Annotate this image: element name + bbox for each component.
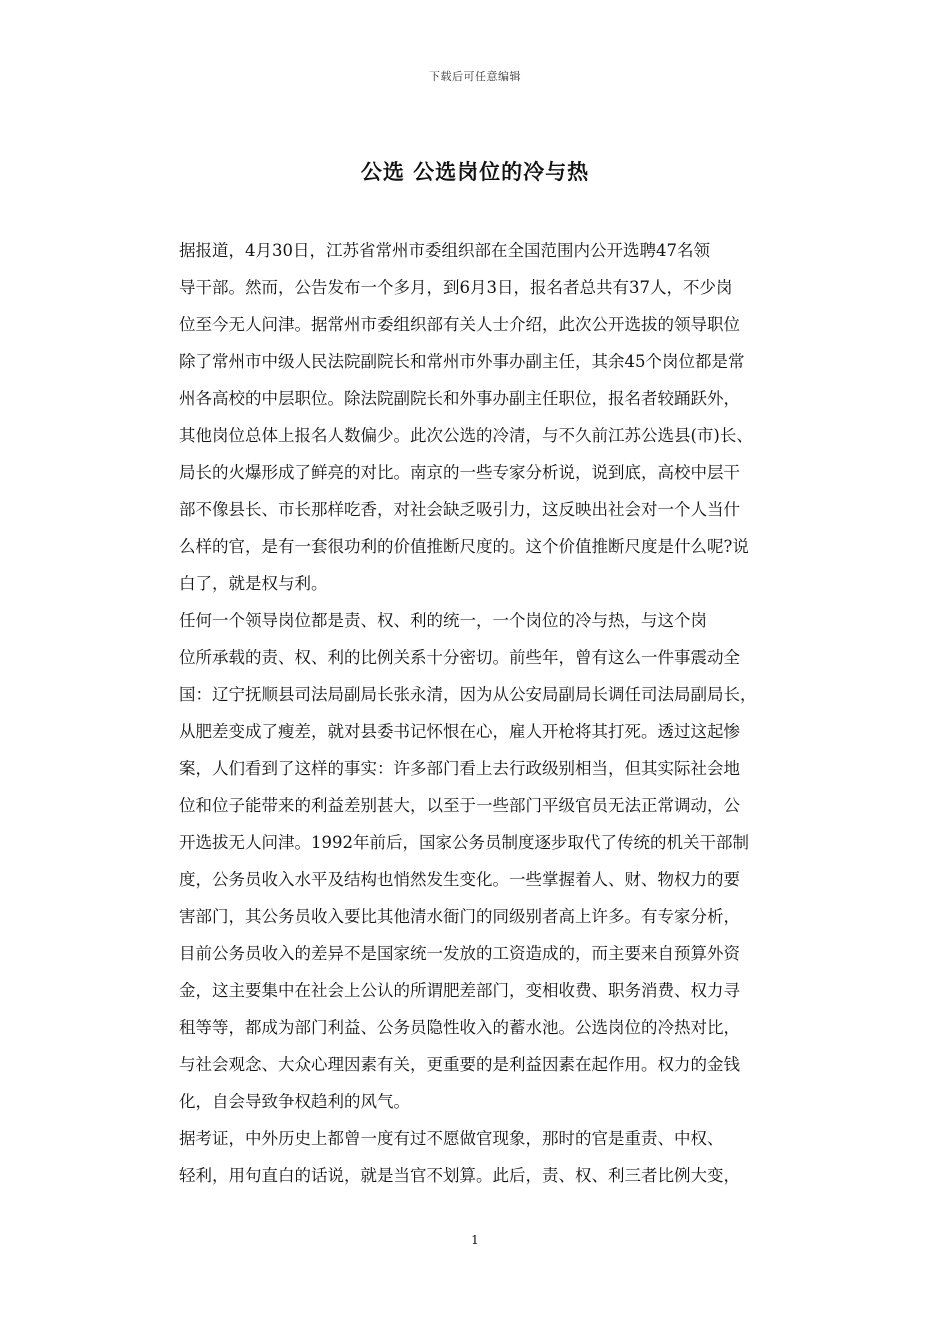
text-line: 白了，就是权与利。 — [179, 574, 328, 593]
text-line: 度，公务员收入水平及结构也悄然发生变化。一些掌握着人、财、物权力的要 — [179, 870, 740, 889]
text-line: 轻利，用句直白的话说，就是当官不划算。此后，责、权、利三者比例大变， — [179, 1166, 740, 1185]
text-line: 与社会观念、大众心理因素有关，更重要的是利益因素在起作用。权力的金钱 — [179, 1055, 740, 1074]
text-line: 位和位子能带来的利益差别甚大，以至于一些部门平级官员无法正常调动，公 — [179, 796, 740, 815]
document-title: 公选 公选岗位的冷与热 — [360, 159, 590, 184]
text-line: 州各高校的中层职位。除法院副院长和外事办副主任职位，报名者较踊跃外， — [179, 389, 740, 408]
text-line: 导干部。然而，公告发布一个多月，到6月3日，报名者总共有37人，不少岗 — [179, 278, 733, 297]
text-line: 目前公务员收入的差异不是国家统一发放的工资造成的，而主要来自预算外资 — [179, 944, 740, 963]
text-line: 化，自会导致争权趋利的风气。 — [179, 1092, 410, 1111]
text-line: 位所承载的责、权、利的比例关系十分密切。前些年，曾有这么一件事震动全 — [179, 648, 740, 667]
text-line: 国：辽宁抚顺县司法局副局长张永清，因为从公安局副局长调任司法局副局长， — [179, 685, 757, 704]
text-line: 局长的火爆形成了鲜亮的对比。南京的一些专家分析说，说到底，高校中层干 — [179, 463, 740, 482]
text-line: 位至今无人问津。据常州市委组织部有关人士介绍，此次公开选拔的领导职位 — [179, 315, 740, 334]
text-line: 害部门，其公务员收入要比其他清水衙门的同级别者高上许多。有专家分析， — [179, 907, 740, 926]
paragraph-3 — [146, 1120, 812, 1194]
text-line: 从肥差变成了瘦差，就对县委书记怀恨在心，雇人开枪将其打死。透过这起惨 — [179, 722, 740, 741]
text-line: 据报道，4月30日，江苏省常州市委组织部在全国范围内公开选聘47名领 — [179, 241, 710, 260]
text-line: 部不像县长、市长那样吃香，对社会缺乏吸引力，这反映出社会对一个人当什 — [179, 500, 740, 519]
text-line: 租等等，都成为部门利益、公务员隐性收入的蓄水池。公选岗位的冷热对比， — [179, 1018, 740, 1037]
text-line: 其他岗位总体上报名人数偏少。此次公选的冷清，与不久前江苏公选县(市)长、 — [179, 426, 753, 445]
text-line: 据考证，中外历史上都曾一度有过不愿做官现象，那时的官是重责、中权、 — [179, 1129, 724, 1148]
paragraph-1 — [146, 232, 812, 602]
page-number: 1 — [471, 1233, 479, 1247]
text-line: 么样的官，是有一套很功利的价值推断尺度的。这个价值推断尺度是什么呢?说 — [179, 537, 749, 556]
article-body — [146, 232, 812, 1194]
text-line: 金，这主要集中在社会上公认的所谓肥差部门，变相收费、职务消费、权力寻 — [179, 981, 740, 1000]
text-line: 案，人们看到了这样的事实：许多部门看上去行政级别相当，但其实际社会地 — [179, 759, 740, 778]
text-line: 开选拔无人问津。1992年前后，国家公务员制度逐步取代了传统的机关干部制 — [179, 833, 749, 852]
text-line: 除了常州市中级人民法院副院长和常州市外事办副主任，其余45个岗位都是常 — [179, 352, 745, 371]
text-line: 任何一个领导岗位都是责、权、利的统一，一个岗位的冷与热，与这个岗 — [179, 611, 707, 630]
paragraph-2 — [146, 602, 812, 1120]
header-note: 下载后可任意编辑 — [429, 70, 521, 83]
